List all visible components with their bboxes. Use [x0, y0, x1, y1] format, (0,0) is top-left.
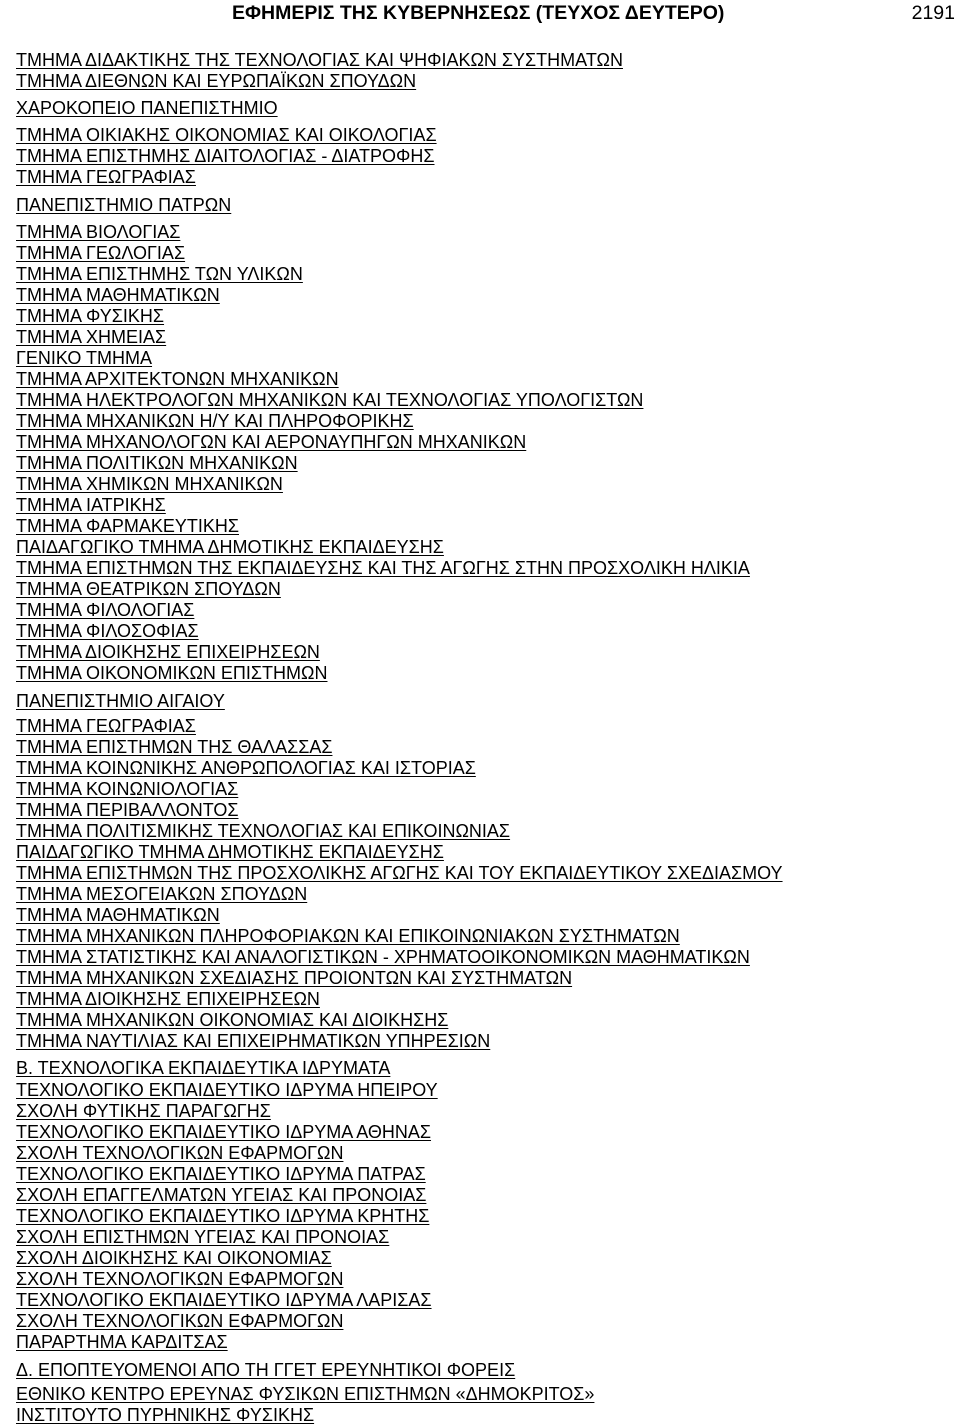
department-name: ΤΜΗΜΑ ΠΟΛΙΤΙΚΩΝ ΜΗΧΑΝΙΚΩΝ — [16, 453, 298, 473]
department-name: ΤΜΗΜΑ ΔΙΟΙΚΗΣΗΣ ΕΠΙΧΕΙΡΗΣΕΩΝ — [16, 642, 320, 662]
department-list — [16, 125, 437, 188]
university-name: ΠΑΝΕΠΙΣΤΗΜΙΟ ΑΙΓΑΙΟΥ — [16, 691, 225, 711]
university-name: ΠΑΝΕΠΙΣΤΗΜΙΟ ΠΑΤΡΩΝ — [16, 195, 232, 215]
department-name: ΤΜΗΜΑ ΕΠΙΣΤΗΜΩΝ ΤΗΣ ΠΡΟΣΧΟΛΙΚΗΣ ΑΓΩΓΗΣ ΚΑΙ ΤΟΥ ΕΚΠΑΙΔΕΥΤΙΚΟΥ ΣΧΕΔΙΑΣΜΟΥ — [16, 863, 783, 883]
research-center-name: ΕΘΝΙΚΟ ΚΕΝΤΡΟ ΕΡΕΥΝΑΣ ΦΥΣΙΚΩΝ ΕΠΙΣΤΗΜΩΝ «ΔΗΜΟΚΡΙΤΟΣ» — [16, 1384, 595, 1404]
school-name: ΣΧΟΛΗ ΦΥΤΙΚΗΣ ΠΑΡΑΓΩΓΗΣ — [16, 1101, 271, 1121]
department-name: ΤΜΗΜΑ ΓΕΩΓΡΑΦΙΑΣ — [16, 167, 196, 187]
department-name: ΤΜΗΜΑ ΙΑΤΡΙΚΗΣ — [16, 495, 166, 515]
page-number: 2191 — [911, 2, 955, 24]
department-name: ΤΜΗΜΑ ΜΑΘΗΜΑΤΙΚΩΝ — [16, 905, 220, 925]
institution-name: ΤΕΧΝΟΛΟΓΙΚΟ ΕΚΠΑΙΔΕΥΤΙΚΟ ΙΔΡΥΜΑ ΑΘΗΝΑΣ — [16, 1122, 432, 1142]
department-name: ΤΜΗΜΑ ΚΟΙΝΩΝΙΟΛΟΓΙΑΣ — [16, 779, 239, 799]
department-name: ΤΜΗΜΑ ΜΗΧΑΝΙΚΩΝ ΟΙΚΟΝΟΜΙΑΣ ΚΑΙ ΔΙΟΙΚΗΣΗΣ — [16, 1010, 449, 1030]
department-name: ΠΑΙΔΑΓΩΓΙΚΟ ΤΜΗΜΑ ΔΗΜΟΤΙΚΗΣ ΕΚΠΑΙΔΕΥΣΗΣ — [16, 537, 444, 557]
department-name: ΤΜΗΜΑ ΚΟΙΝΩΝΙΚΗΣ ΑΝΘΡΩΠΟΛΟΓΙΑΣ ΚΑΙ ΙΣΤΟΡΙΑΣ — [16, 758, 476, 778]
section-heading: Δ. ΕΠΟΠΤΕΥΟΜΕΝΟΙ ΑΠΟ ΤΗ ΓΓΕΤ ΕΡΕΥΝΗΤΙΚΟΙ ΦΟΡΕΙΣ — [16, 1360, 516, 1380]
department-name: ΤΜΗΜΑ ΜΗΧΑΝΙΚΩΝ ΠΛΗΡΟΦΟΡΙΑΚΩΝ ΚΑΙ ΕΠΙΚΟΙΝΩΝΙΑΚΩΝ ΣΥΣΤΗΜΑΤΩΝ — [16, 926, 680, 946]
department-name: ΤΜΗΜΑ ΜΕΣΟΓΕΙΑΚΩΝ ΣΠΟΥΔΩΝ — [16, 884, 308, 904]
section-b — [16, 1058, 390, 1079]
university-name: ΧΑΡΟΚΟΠΕΙΟ ΠΑΝΕΠΙΣΤΗΜΙΟ — [16, 98, 278, 118]
department-name: ΤΜΗΜΑ ΓΕΩΛΟΓΙΑΣ — [16, 243, 186, 263]
department-name: ΤΜΗΜΑ ΜΑΘΗΜΑΤΙΚΩΝ — [16, 285, 220, 305]
department-name: ΤΜΗΜΑ ΣΤΑΤΙΣΤΙΚΗΣ ΚΑΙ ΑΝΑΛΟΓΙΣΤΙΚΩΝ - ΧΡΗΜΑΤΟΟΙΚΟΝΟΜΙΚΩΝ ΜΑΘΗΜΑΤΙΚΩΝ — [16, 947, 750, 967]
department-name: ΤΜΗΜΑ ΔΙΕΘΝΩΝ ΚΑΙ ΕΥΡΩΠΑΪΚΩΝ ΣΠΟΥΔΩΝ — [16, 71, 417, 91]
department-name: ΤΜΗΜΑ ΑΡΧΙΤΕΚΤΟΝΩΝ ΜΗΧΑΝΙΚΩΝ — [16, 369, 339, 389]
research-body-list — [16, 1384, 594, 1426]
university-block-patras — [16, 195, 231, 216]
school-name: ΣΧΟΛΗ ΔΙΟΙΚΗΣΗΣ ΚΑΙ ΟΙΚΟΝΟΜΙΑΣ — [16, 1248, 332, 1268]
school-name: ΣΧΟΛΗ ΤΕΧΝΟΛΟΓΙΚΩΝ ΕΦΑΡΜΟΓΩΝ — [16, 1143, 344, 1163]
institution-name: ΤΕΧΝΟΛΟΓΙΚΟ ΕΚΠΑΙΔΕΥΤΙΚΟ ΙΔΡΥΜΑ ΗΠΕΙΡΟΥ — [16, 1080, 438, 1100]
continued-department-list — [16, 50, 623, 92]
department-name: ΤΜΗΜΑ ΜΗΧΑΝΟΛΟΓΩΝ ΚΑΙ ΑΕΡΟΝΑΥΠΗΓΩΝ ΜΗΧΑΝΙΚΩΝ — [16, 432, 527, 452]
department-name: ΤΜΗΜΑ ΕΠΙΣΤΗΜΗΣ ΔΙΑΙΤΟΛΟΓΙΑΣ - ΔΙΑΤΡΟΦΗΣ — [16, 146, 435, 166]
section-heading: Β. ΤΕΧΝΟΛΟΓΙΚΑ ΕΚΠΑΙΔΕΥΤΙΚΑ ΙΔΡΥΜΑΤΑ — [16, 1058, 391, 1078]
department-name: ΤΜΗΜΑ ΕΠΙΣΤΗΜΩΝ ΤΗΣ ΕΚΠΑΙΔΕΥΣΗΣ ΚΑΙ ΤΗΣ ΑΓΩΓΗΣ ΣΤΗΝ ΠΡΟΣΧΟΛΙΚΗ ΗΛΙΚΙΑ — [16, 558, 750, 578]
school-name: ΣΧΟΛΗ ΕΠΙΣΤΗΜΩΝ ΥΓΕΙΑΣ ΚΑΙ ΠΡΟΝΟΙΑΣ — [16, 1227, 390, 1247]
department-name: ΤΜΗΜΑ ΕΠΙΣΤΗΜΗΣ ΤΩΝ ΥΛΙΚΩΝ — [16, 264, 303, 284]
institution-name: ΤΕΧΝΟΛΟΓΙΚΟ ΕΚΠΑΙΔΕΥΤΙΚΟ ΙΔΡΥΜΑ ΛΑΡΙΣΑΣ — [16, 1290, 432, 1310]
department-name: ΤΜΗΜΑ ΔΙΟΙΚΗΣΗΣ ΕΠΙΧΕΙΡΗΣΕΩΝ — [16, 989, 320, 1009]
department-name: ΤΜΗΜΑ ΜΗΧΑΝΙΚΩΝ ΣΧΕΔΙΑΣΗΣ ΠΡΟΙΟΝΤΩΝ ΚΑΙ ΣΥΣΤΗΜΑΤΩΝ — [16, 968, 573, 988]
department-name: ΤΜΗΜΑ ΔΙΔΑΚΤΙΚΗΣ ΤΗΣ ΤΕΧΝΟΛΟΓΙΑΣ ΚΑΙ ΨΗΦΙΑΚΩΝ ΣΥΣΤΗΜΑΤΩΝ — [16, 50, 623, 70]
department-name: ΤΜΗΜΑ ΜΗΧΑΝΙΚΩΝ Η/Υ ΚΑΙ ΠΛΗΡΟΦΟΡΙΚΗΣ — [16, 411, 414, 431]
department-name: ΠΑΙΔΑΓΩΓΙΚΟ ΤΜΗΜΑ ΔΗΜΟΤΙΚΗΣ ΕΚΠΑΙΔΕΥΣΗΣ — [16, 842, 444, 862]
department-name: ΤΜΗΜΑ ΦΙΛΟΛΟΓΙΑΣ — [16, 600, 195, 620]
department-name: ΤΜΗΜΑ ΓΕΩΓΡΑΦΙΑΣ — [16, 716, 196, 736]
department-name: ΤΜΗΜΑ ΧΗΜΕΙΑΣ — [16, 327, 167, 347]
department-name: ΤΜΗΜΑ ΦΙΛΟΣΟΦΙΑΣ — [16, 621, 199, 641]
tei-list — [16, 1080, 438, 1353]
section-d — [16, 1360, 515, 1381]
school-name: ΣΧΟΛΗ ΕΠΑΓΓΕΛΜΑΤΩΝ ΥΓΕΙΑΣ ΚΑΙ ΠΡΟΝΟΙΑΣ — [16, 1185, 427, 1205]
department-name: ΤΜΗΜΑ ΧΗΜΙΚΩΝ ΜΗΧΑΝΙΚΩΝ — [16, 474, 283, 494]
department-list — [16, 716, 783, 1052]
department-name: ΤΜΗΜΑ ΘΕΑΤΡΙΚΩΝ ΣΠΟΥΔΩΝ — [16, 579, 281, 599]
institution-name: ΤΕΧΝΟΛΟΓΙΚΟ ΕΚΠΑΙΔΕΥΤΙΚΟ ΙΔΡΥΜΑ ΚΡΗΤΗΣ — [16, 1206, 430, 1226]
university-block-harokopio — [16, 98, 278, 119]
department-name: ΤΜΗΜΑ ΗΛΕΚΤΡΟΛΟΓΩΝ ΜΗΧΑΝΙΚΩΝ ΚΑΙ ΤΕΧΝΟΛΟΓΙΑΣ ΥΠΟΛΟΓΙΣΤΩΝ — [16, 390, 644, 410]
school-name: ΣΧΟΛΗ ΤΕΧΝΟΛΟΓΙΚΩΝ ΕΦΑΡΜΟΓΩΝ — [16, 1269, 344, 1289]
department-name: ΤΜΗΜΑ ΦΥΣΙΚΗΣ — [16, 306, 165, 326]
school-name: ΠΑΡΑΡΤΗΜΑ ΚΑΡΔΙΤΣΑΣ — [16, 1332, 228, 1352]
department-name: ΤΜΗΜΑ ΟΙΚΟΝΟΜΙΚΩΝ ΕΠΙΣΤΗΜΩΝ — [16, 663, 328, 683]
university-block-aegean — [16, 691, 225, 712]
department-name: ΤΜΗΜΑ ΟΙΚΙΑΚΗΣ ΟΙΚΟΝΟΜΙΑΣ ΚΑΙ ΟΙΚΟΛΟΓΙΑΣ — [16, 125, 437, 145]
department-name: ΓΕΝΙΚΟ ΤΜΗΜΑ — [16, 348, 153, 368]
department-name: ΤΜΗΜΑ ΠΟΛΙΤΙΣΜΙΚΗΣ ΤΕΧΝΟΛΟΓΙΑΣ ΚΑΙ ΕΠΙΚΟΙΝΩΝΙΑΣ — [16, 821, 511, 841]
department-name: ΤΜΗΜΑ ΦΑΡΜΑΚΕΥΤΙΚΗΣ — [16, 516, 239, 536]
institute-name: ΙΝΣΤΙΤΟΥΤΟ ΠΥΡΗΝΙΚΗΣ ΦΥΣΙΚΗΣ — [16, 1405, 315, 1425]
department-name: ΤΜΗΜΑ ΒΙΟΛΟΓΙΑΣ — [16, 222, 181, 242]
page-title: ΕΦΗΜΕΡΙΣ ΤΗΣ ΚΥΒΕΡΝΗΣΕΩΣ (ΤΕΥΧΟΣ ΔΕΥΤΕΡΟ) — [232, 2, 725, 24]
department-name: ΤΜΗΜΑ ΠΕΡΙΒΑΛΛΟΝΤΟΣ — [16, 800, 239, 820]
department-list — [16, 222, 750, 684]
department-name: ΤΜΗΜΑ ΕΠΙΣΤΗΜΩΝ ΤΗΣ ΘΑΛΑΣΣΑΣ — [16, 737, 333, 757]
department-name: ΤΜΗΜΑ ΝΑΥΤΙΛΙΑΣ ΚΑΙ ΕΠΙΧΕΙΡΗΜΑΤΙΚΩΝ ΥΠΗΡΕΣΙΩΝ — [16, 1031, 491, 1051]
school-name: ΣΧΟΛΗ ΤΕΧΝΟΛΟΓΙΚΩΝ ΕΦΑΡΜΟΓΩΝ — [16, 1311, 344, 1331]
institution-name: ΤΕΧΝΟΛΟΓΙΚΟ ΕΚΠΑΙΔΕΥΤΙΚΟ ΙΔΡΥΜΑ ΠΑΤΡΑΣ — [16, 1164, 426, 1184]
